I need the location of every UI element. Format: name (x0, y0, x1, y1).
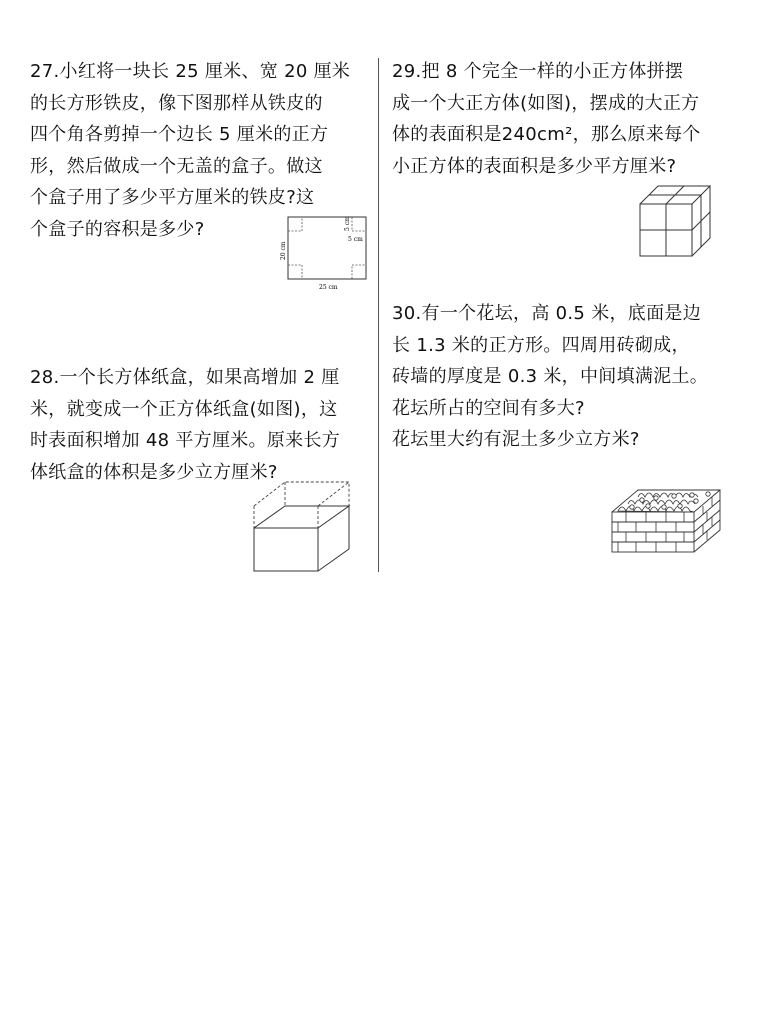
cuboid-figure (248, 478, 354, 574)
question-30-line-5: 花坛里大约有泥土多少立方米? (392, 429, 640, 450)
question-27-line-6: 个盒子的容积是多少? (30, 218, 205, 240)
corner-size-label-vertical: 5 cm (344, 216, 351, 231)
question-29-line-2: 成一个大正方体(如图)，摆成的大正方 (392, 92, 700, 114)
question-28-line-1: 28.一个长方体纸盒，如果高增加 2 厘 (30, 367, 340, 388)
question-27-line-2: 的长方形铁皮，像下图那样从铁皮的 (30, 92, 323, 114)
question-27-line-5: 个盒子用了多少平方厘米的铁皮?这 (30, 187, 315, 208)
question-29-line-1: 29.把 8 个完全一样的小正方体拼摆 (392, 61, 684, 82)
question-27-line-3: 四个角各剪掉一个边长 5 厘米的正方 (30, 124, 329, 145)
sheet-metal-figure (276, 212, 372, 294)
question-28-line-3: 时表面积增加 48 平方厘米。原来长方 (30, 430, 341, 451)
right-column (392, 56, 737, 182)
sheet-height-label: 20 cm (280, 241, 287, 260)
question-30-line-1: 30.有一个花坛，高 0.5 米，底面是边 (392, 303, 701, 324)
question-30-line-3: 砖墙的厚度是 0.3 米，中间填满泥土。 (392, 366, 709, 387)
cube-figure (636, 182, 712, 260)
question-28 (30, 362, 370, 488)
question-29-line-4: 小正方体的表面积是多少平方厘米? (392, 155, 677, 177)
question-30 (392, 298, 737, 456)
right-column-lower (392, 298, 737, 456)
question-29-line-3: 体的表面积是240cm²，那么原来每个 (392, 124, 701, 145)
question-29 (392, 56, 737, 182)
sheet-width-label: 25 cm (319, 284, 338, 291)
question-27-line-4: 形，然后做成一个无盖的盒子。做这 (30, 155, 323, 177)
question-28-line-2: 米，就变成一个正方体纸盒(如图)，这 (30, 398, 338, 420)
column-divider (378, 58, 379, 572)
question-27-line-1: 27.小红将一块长 25 厘米、宽 20 厘米 (30, 61, 351, 82)
question-30-line-2: 长 1.3 米的正方形。四周用砖砌成， (392, 334, 690, 356)
question-28-line-4: 体纸盒的体积是多少立方厘米? (30, 461, 278, 483)
flower-bed-figure (608, 478, 726, 556)
question-30-line-4: 花坛所占的空间有多大? (392, 397, 585, 419)
corner-size-label-horizontal: 5 cm (348, 236, 363, 243)
left-column-lower (30, 362, 370, 488)
